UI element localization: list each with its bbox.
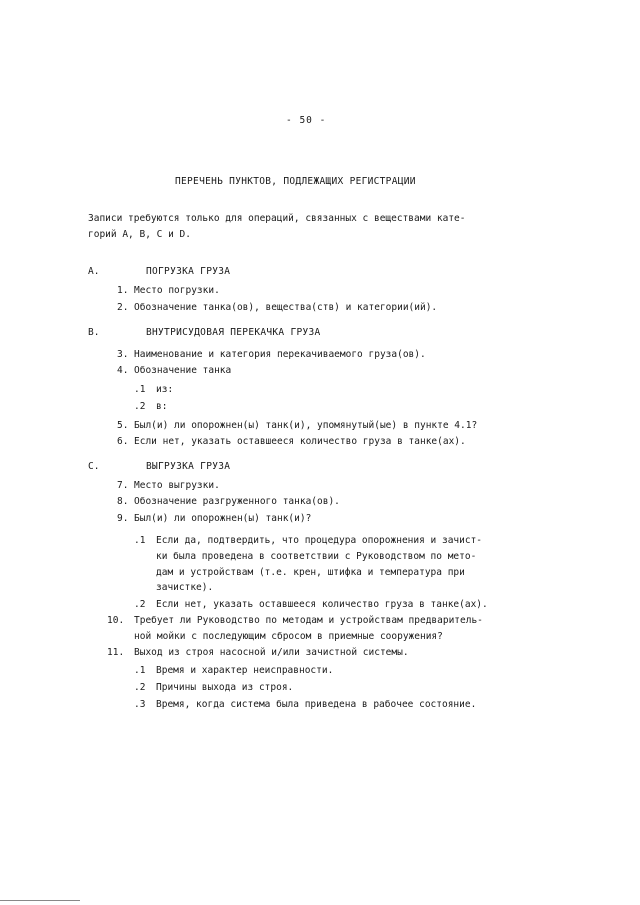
item-text: Обозначение танка(ов), вещества(ств) и категории(ий). — [134, 302, 438, 313]
section-b-heading: ВНУТРИСУДОВАЯ ПЕРЕКАЧКА ГРУЗА — [146, 327, 321, 338]
item-number: 2. — [117, 302, 129, 313]
subitem-text: Причины выхода из строя. — [156, 682, 294, 693]
subitem-number: .3 — [134, 699, 146, 710]
item-text: Требует ли Руководство по методам и устройствам предваритель- — [134, 615, 483, 626]
item-text: Наименование и категория перекачиваемого груза(ов). — [134, 349, 426, 360]
section-c-letter: C. — [88, 461, 100, 472]
subitem-text: ки была проведена в соответствии с Руководством по мето- — [156, 551, 477, 562]
item-text: Место выгрузки. — [134, 480, 220, 491]
subitem-text: в: — [156, 401, 168, 412]
item-number: 3. — [117, 349, 129, 360]
subitem-text: дам и устройствам (т.е. крен, штифка и температура при — [156, 567, 465, 578]
scan-edge-line — [0, 900, 80, 901]
subitem-number: .2 — [134, 401, 146, 412]
section-a-letter: A. — [88, 266, 100, 277]
item-number: 10. — [107, 615, 125, 626]
subitem-text: Если да, подтвердить, что процедура опорожнения и зачист- — [156, 535, 483, 546]
subitem-text: из: — [156, 384, 174, 395]
intro-line-2: горий A, B, C и D. — [88, 229, 191, 240]
item-number: 11. — [107, 647, 125, 658]
item-number: 6. — [117, 436, 129, 447]
item-text: Обозначение танка — [134, 365, 232, 376]
subitem-number: .1 — [134, 535, 146, 546]
section-a-heading: ПОГРУЗКА ГРУЗА — [146, 266, 231, 277]
section-b-letter: B. — [88, 327, 100, 338]
item-text: Обозначение разгруженного танка(ов). — [134, 496, 340, 507]
subitem-number: .2 — [134, 682, 146, 693]
item-text: ной мойки с последующим сбросом в приемные сооружения? — [134, 631, 443, 642]
subitem-text: зачистке). — [156, 582, 214, 593]
item-text: Был(и) ли опорожнен(ы) танк(и), упомянутый(ые) в пункте 4.1? — [134, 420, 478, 431]
subitem-number: .1 — [134, 384, 146, 395]
item-text: Место погрузки. — [134, 285, 220, 296]
page-number: - 50 - — [286, 115, 327, 126]
item-number: 4. — [117, 365, 129, 376]
section-c-heading: ВЫГРУЗКА ГРУЗА — [146, 461, 231, 472]
item-number: 8. — [117, 496, 129, 507]
document-title: ПЕРЕЧЕНЬ ПУНКТОВ, ПОДЛЕЖАЩИХ РЕГИСТРАЦИИ — [175, 176, 416, 187]
subitem-number: .2 — [134, 599, 146, 610]
item-text: Если нет, указать оставшееся количество груза в танке(ах). — [134, 436, 466, 447]
item-number: 7. — [117, 480, 129, 491]
item-number: 1. — [117, 285, 129, 296]
item-number: 9. — [117, 513, 129, 524]
intro-line-1: Записи требуются только для операций, связанных с веществами кате- — [88, 213, 466, 224]
item-text: Был(и) ли опорожнен(ы) танк(и)? — [134, 513, 312, 524]
item-number: 5. — [117, 420, 129, 431]
subitem-text: Время, когда система была приведена в рабочее состояние. — [156, 699, 477, 710]
subitem-text: Если нет, указать оставшееся количество груза в танке(ах). — [156, 599, 488, 610]
subitem-number: .1 — [134, 665, 146, 676]
item-text: Выход из строя насосной и/или зачистной системы. — [134, 647, 409, 658]
subitem-text: Время и характер неисправности. — [156, 665, 334, 676]
